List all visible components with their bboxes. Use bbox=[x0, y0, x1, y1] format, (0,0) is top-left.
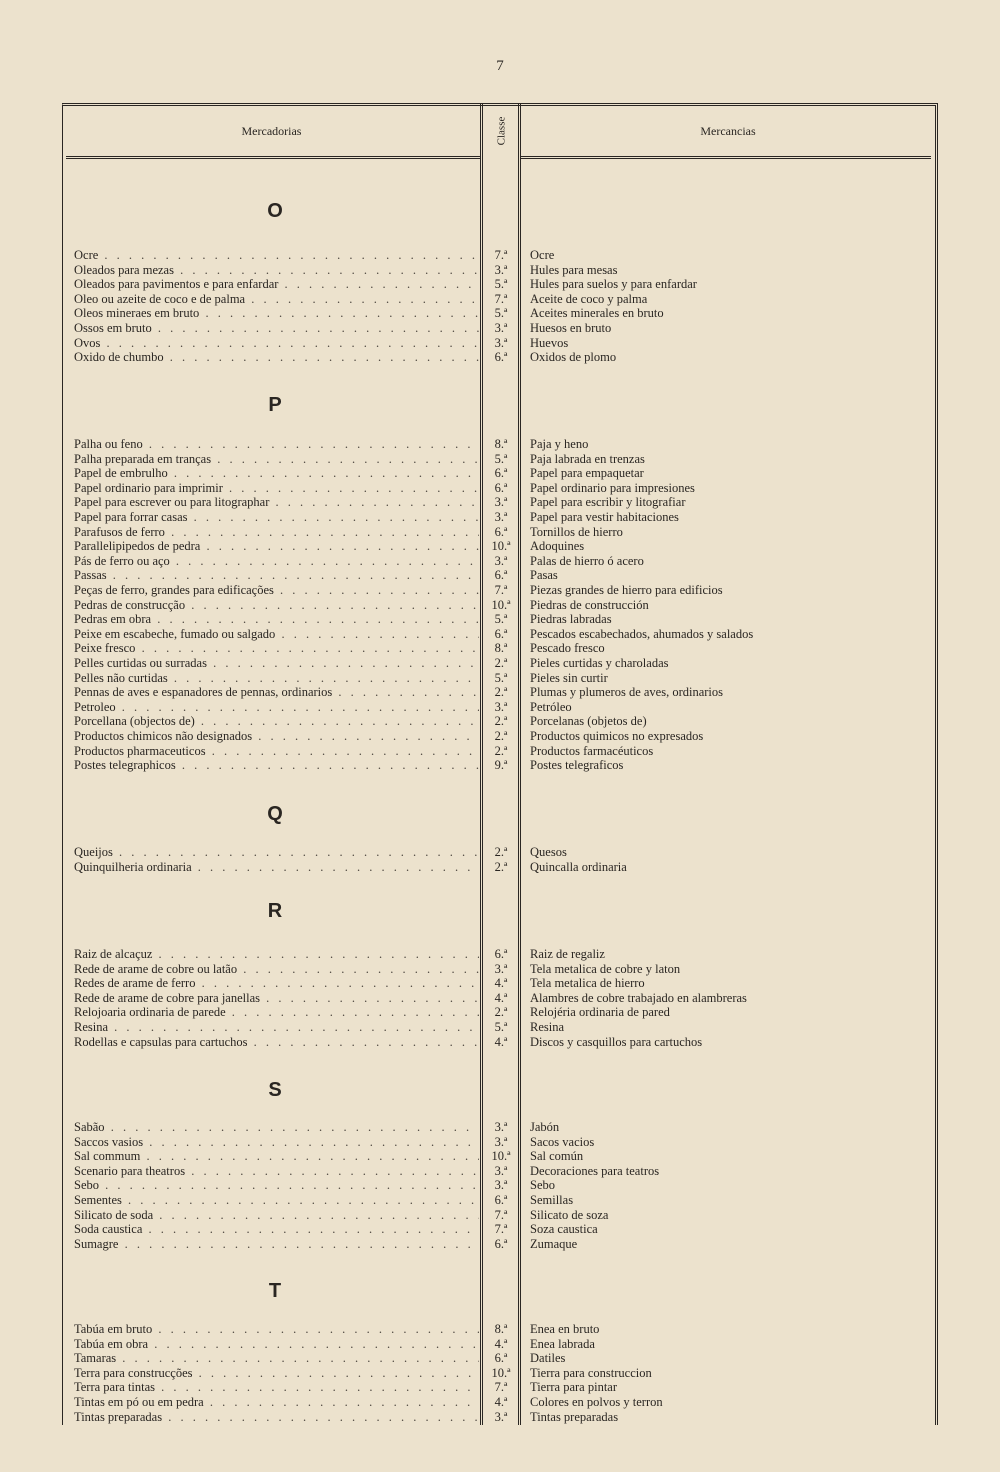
mercancia-cell: Soza caustica bbox=[530, 1222, 598, 1237]
classe-cell: 4.ª bbox=[494, 990, 508, 1005]
mercancia-cell: Pieles sin curtir bbox=[530, 670, 608, 685]
mercancia-cell: Productos farmacéuticos bbox=[530, 743, 654, 758]
mercadoria-cell: Scenario para theatros . . . bbox=[74, 1164, 479, 1179]
classe-cell: 3.ª bbox=[494, 510, 508, 524]
mercancia-cell: Pescados escabechados, ahumados y salados bbox=[530, 626, 754, 641]
mercancia-cell: Pieles curtidas y charoladas bbox=[530, 656, 669, 670]
mercadoria-cell: Ovos . . . bbox=[74, 336, 479, 351]
mercadoria-cell: Tabúa em bruto . . . bbox=[74, 1322, 479, 1337]
table-row bbox=[70, 700, 938, 715]
classe-cell: 10.ª bbox=[491, 1149, 511, 1164]
classe-cell: 3.ª bbox=[494, 1163, 508, 1178]
mercancia-cell: Pescado fresco bbox=[530, 641, 605, 656]
mercancia-cell: Quincalla ordinaria bbox=[530, 859, 627, 874]
table-row bbox=[70, 481, 938, 496]
classe-cell: 2.ª bbox=[494, 859, 508, 874]
classe-cell: 5.ª bbox=[494, 1020, 508, 1034]
table-row bbox=[70, 1020, 938, 1035]
section-letter: Q bbox=[267, 803, 283, 825]
mercancia-cell: Paja labrada en trenzas bbox=[530, 451, 645, 466]
mercancia-cell: Oxidos de plomo bbox=[530, 350, 617, 365]
table-row bbox=[70, 671, 938, 686]
mercadoria-cell: Papel ordinario para imprimir . . . bbox=[74, 481, 479, 496]
table-row bbox=[70, 248, 938, 263]
table-row bbox=[70, 860, 938, 875]
mercadoria-cell: Tamaras . . . bbox=[74, 1351, 479, 1366]
mercadoria-cell: Peças de ferro, grandes para edificações . . . bbox=[74, 583, 479, 598]
mercancia-cell: Hules para suelos y para enfardar bbox=[530, 277, 697, 292]
classe-cell: 7.ª bbox=[494, 1380, 508, 1395]
header-mercancias: Mercancias bbox=[700, 123, 756, 138]
mercancia-cell: Sal común bbox=[530, 1149, 584, 1164]
mercadoria-cell: Tabúa em obra . . . bbox=[74, 1337, 479, 1352]
classe-cell: 3.ª bbox=[494, 321, 508, 335]
classe-cell: 6.ª bbox=[494, 568, 508, 583]
classe-cell: 2.ª bbox=[494, 1005, 508, 1020]
mercadoria-cell: Ossos em bruto . . . bbox=[74, 321, 479, 336]
classe-cell: 2.ª bbox=[494, 743, 508, 758]
mercadoria-cell: Palha ou feno . . . bbox=[74, 437, 479, 452]
classe-cell: 4.ª bbox=[494, 1336, 508, 1351]
mercancia-cell: Silicato de soza bbox=[530, 1207, 609, 1222]
section-letter: R bbox=[267, 900, 283, 922]
classe-cell: 6.ª bbox=[494, 524, 508, 539]
table-row bbox=[70, 350, 938, 365]
mercadoria-cell: Sumagre . . . bbox=[74, 1237, 479, 1252]
table-row bbox=[70, 583, 938, 598]
mercadoria-cell: Rede de arame de cobre ou latão . . . bbox=[74, 962, 479, 977]
mercancia-cell: Tela metalica de cobre y laton bbox=[530, 961, 681, 976]
table-row bbox=[70, 495, 938, 510]
mercadoria-cell: Ocre . . . bbox=[74, 248, 479, 263]
mercancia-cell: Decoraciones para teatros bbox=[530, 1163, 660, 1178]
mercancia-cell: Zumaque bbox=[530, 1236, 578, 1251]
classe-cell: 2.ª bbox=[494, 845, 508, 859]
mercancia-cell: Petróleo bbox=[530, 699, 572, 714]
table-row bbox=[70, 1208, 938, 1223]
classe-cell: 10.ª bbox=[491, 539, 511, 554]
classe-cell: 5.ª bbox=[494, 277, 508, 292]
mercancia-cell: Aceites minerales en bruto bbox=[530, 306, 664, 321]
table-row bbox=[70, 525, 938, 540]
classe-cell: 3.ª bbox=[494, 553, 508, 568]
section-letter: S bbox=[268, 1079, 282, 1101]
classe-cell: 3.ª bbox=[494, 1178, 508, 1193]
classe-cell: 3.ª bbox=[494, 1134, 508, 1149]
mercadoria-cell: Saccos vasios . . . bbox=[74, 1135, 479, 1150]
classe-cell: 7.ª bbox=[494, 583, 508, 597]
classe-cell: 5.ª bbox=[494, 306, 508, 321]
mercadoria-cell: Peixe em escabeche, fumado ou salgado . . . bbox=[74, 627, 479, 642]
section-letter: P bbox=[268, 394, 282, 416]
classe-cell: 2.ª bbox=[494, 656, 508, 670]
table-row bbox=[70, 1366, 938, 1381]
table-row bbox=[70, 437, 938, 452]
table-row bbox=[70, 1178, 938, 1193]
mercadoria-cell: Queijos . . . bbox=[74, 845, 479, 860]
table-row bbox=[70, 1164, 938, 1179]
mercadoria-cell: Pelles curtidas ou surradas . . . bbox=[74, 656, 479, 671]
mercancia-cell: Palas de hierro ó acero bbox=[530, 553, 644, 568]
mercadoria-cell: Papel para escrever ou para litographar . . . bbox=[74, 495, 479, 510]
table-row bbox=[70, 1135, 938, 1150]
mercancia-cell: Papel para escribir y litografiar bbox=[530, 495, 686, 510]
mercancia-cell: Tierra para pintar bbox=[530, 1380, 618, 1395]
mercancia-cell: Quesos bbox=[530, 845, 567, 859]
classe-cell: 10.ª bbox=[491, 597, 511, 612]
classe-cell: 3.ª bbox=[494, 1120, 508, 1134]
mercancia-cell: Sacos vacios bbox=[530, 1134, 595, 1149]
classe-cell: 3.ª bbox=[494, 335, 508, 350]
mercancia-cell: Sebo bbox=[530, 1178, 555, 1193]
classe-cell: 6.ª bbox=[494, 1236, 508, 1251]
classe-cell: 3.ª bbox=[494, 699, 508, 714]
mercadoria-cell: Pedras em obra . . . bbox=[74, 612, 479, 627]
table-row bbox=[70, 729, 938, 744]
mercadoria-cell: Petroleo . . . bbox=[74, 700, 479, 715]
table-row bbox=[70, 845, 938, 860]
mercadoria-cell: Peixe fresco . . . bbox=[74, 641, 479, 656]
mercadoria-cell: Redes de arame de ferro . . . bbox=[74, 976, 479, 991]
mercancia-cell: Productos quimicos no expresados bbox=[530, 729, 704, 743]
table-row bbox=[70, 627, 938, 642]
table-row bbox=[70, 466, 938, 481]
classe-cell: 7.ª bbox=[494, 291, 508, 306]
mercancia-cell: Ocre bbox=[530, 248, 555, 262]
mercancia-cell: Aceite de coco y palma bbox=[530, 291, 648, 306]
classe-cell: 7.ª bbox=[494, 1207, 508, 1222]
table-row bbox=[70, 1120, 938, 1135]
table-row bbox=[70, 1410, 938, 1425]
mercadoria-cell: Terra para construcções . . . bbox=[74, 1366, 479, 1381]
table-row bbox=[70, 510, 938, 525]
mercancia-cell: Alambres de cobre trabajado en alambreras bbox=[530, 990, 747, 1005]
mercancia-cell: Discos y casquillos para cartuchos bbox=[530, 1034, 703, 1049]
classe-cell: 10.ª bbox=[491, 1365, 511, 1380]
mercancia-cell: Postes telegraficos bbox=[530, 758, 624, 773]
header-rule-right bbox=[521, 156, 931, 159]
mercadoria-cell: Soda caustica . . . bbox=[74, 1222, 479, 1237]
mercadoria-cell: Pedras de construcção . . . bbox=[74, 598, 479, 613]
mercancia-cell: Porcelanas (objetos de) bbox=[530, 714, 647, 729]
mercadoria-cell: Rodellas e capsulas para cartuchos . . . bbox=[74, 1035, 479, 1050]
classe-cell: 6.ª bbox=[494, 1193, 508, 1207]
mercancia-cell: Paja y heno bbox=[530, 437, 589, 451]
classe-cell: 5.ª bbox=[494, 670, 508, 685]
mercancia-cell: Datiles bbox=[530, 1351, 566, 1366]
table-row bbox=[70, 292, 938, 307]
mercancia-cell: Jabón bbox=[530, 1120, 560, 1134]
mercancia-cell: Tornillos de hierro bbox=[530, 524, 623, 539]
mercadoria-cell: Parafusos de ferro . . . bbox=[74, 525, 479, 540]
classe-cell: 9.ª bbox=[494, 758, 508, 773]
mercadoria-cell: Palha preparada em tranças . . . bbox=[74, 452, 479, 467]
mercancia-cell: Colores en polvos y terron bbox=[530, 1395, 663, 1409]
mercadoria-cell: Oleos mineraes em bruto . . . bbox=[74, 306, 479, 321]
mercadoria-cell: Terra para tintas . . . bbox=[74, 1380, 479, 1395]
table-row bbox=[70, 321, 938, 336]
classe-cell: 8.ª bbox=[494, 437, 508, 451]
table-row bbox=[70, 539, 938, 554]
mercadoria-cell: Pelles não curtidas . . . bbox=[74, 671, 479, 686]
table-row bbox=[70, 1351, 938, 1366]
classe-cell: 6.ª bbox=[494, 466, 508, 481]
mercadoria-cell: Papel de embrulho . . . bbox=[74, 466, 479, 481]
classe-cell: 3.ª bbox=[494, 495, 508, 510]
mercadoria-cell: Oleados para pavimentos e para enfardar . . . bbox=[74, 277, 479, 292]
mercadoria-cell: Raiz de alcaçuz . . . bbox=[74, 947, 479, 962]
mercadoria-cell: Sabão . . . bbox=[74, 1120, 479, 1135]
classe-cell: 6.ª bbox=[494, 626, 508, 641]
classe-cell: 6.ª bbox=[494, 1351, 508, 1366]
classe-cell: 4.ª bbox=[494, 976, 508, 991]
classe-cell: 4.ª bbox=[494, 1034, 508, 1049]
mercancia-cell: Relojéria ordinaria de pared bbox=[530, 1005, 670, 1020]
table-row bbox=[70, 962, 938, 977]
mercancia-cell: Pasas bbox=[530, 568, 558, 583]
mercancia-cell: Piedras labradas bbox=[530, 612, 612, 627]
table-row bbox=[70, 336, 938, 351]
mercancia-cell: Resina bbox=[530, 1020, 565, 1034]
mercadoria-cell: Postes telegraphicos . . . bbox=[74, 758, 479, 773]
mercadoria-cell: Sal commum . . . bbox=[74, 1149, 479, 1164]
mercadoria-cell: Porcellana (objectos de) . . . bbox=[74, 714, 479, 729]
table-row bbox=[70, 452, 938, 467]
mercancia-cell: Tintas preparadas bbox=[530, 1409, 619, 1424]
section-letter: T bbox=[268, 1280, 282, 1302]
mercadoria-cell: Productos chimicos não designados . . . bbox=[74, 729, 479, 744]
table-row bbox=[70, 306, 938, 321]
table-row bbox=[70, 714, 938, 729]
classe-cell: 3.ª bbox=[494, 1409, 508, 1424]
classe-cell: 8.ª bbox=[494, 1322, 508, 1336]
mercadoria-cell: Pás de ferro ou aço . . . bbox=[74, 554, 479, 569]
table-row bbox=[70, 277, 938, 292]
table-row bbox=[70, 1380, 938, 1395]
table-row bbox=[70, 685, 938, 700]
table-row bbox=[70, 1035, 938, 1050]
mercadoria-cell: Oleo ou azeite de coco e de palma . . . bbox=[74, 292, 479, 307]
mercancia-cell: Tela metalica de hierro bbox=[530, 976, 645, 991]
mercancia-cell: Adoquines bbox=[530, 539, 585, 554]
mercadoria-cell: Parallelipipedos de pedra . . . bbox=[74, 539, 479, 554]
mercadoria-cell: Tintas em pó ou em pedra . . . bbox=[74, 1395, 479, 1410]
header-classe: Classe bbox=[494, 116, 507, 146]
classe-cell: 2.ª bbox=[494, 714, 508, 729]
classe-cell: 2.ª bbox=[494, 685, 508, 700]
mercancia-cell: Papel ordinario para impresiones bbox=[530, 480, 695, 495]
mercadoria-cell: Oxido de chumbo . . . bbox=[74, 350, 479, 365]
table-row bbox=[70, 263, 938, 278]
classe-cell: 2.ª bbox=[494, 729, 508, 743]
mercancia-cell: Enea en bruto bbox=[530, 1322, 600, 1336]
table-row bbox=[70, 641, 938, 656]
mercancia-cell: Papel para vestir habitaciones bbox=[530, 510, 679, 524]
mercancia-cell: Semillas bbox=[530, 1193, 574, 1207]
table-row bbox=[70, 612, 938, 627]
table-row bbox=[70, 1395, 938, 1410]
mercadoria-cell: Sebo . . . bbox=[74, 1178, 479, 1193]
mercancia-cell: Enea labrada bbox=[530, 1336, 595, 1351]
mercancia-cell: Huevos bbox=[530, 335, 569, 350]
classe-cell: 7.ª bbox=[494, 1222, 508, 1237]
mercadoria-cell: Sementes . . . bbox=[74, 1193, 479, 1208]
table-row bbox=[70, 1193, 938, 1208]
classe-cell: 3.ª bbox=[494, 262, 508, 277]
classe-cell: 4.ª bbox=[494, 1395, 508, 1409]
mercancia-cell: Plumas y plumeros de aves, ordinarios bbox=[530, 685, 724, 700]
classe-cell: 7.ª bbox=[494, 248, 508, 262]
classe-cell: 6.ª bbox=[494, 480, 508, 495]
table-row bbox=[70, 976, 938, 991]
table-row bbox=[70, 554, 938, 569]
table-row bbox=[70, 598, 938, 613]
mercancia-cell: Huesos en bruto bbox=[530, 321, 612, 335]
classe-cell: 3.ª bbox=[494, 961, 508, 976]
table-row bbox=[70, 1149, 938, 1164]
classe-cell: 5.ª bbox=[494, 612, 508, 627]
mercadoria-cell: Productos pharmaceuticos . . . bbox=[74, 744, 479, 759]
mercadoria-cell: Quinquilheria ordinaria . . . bbox=[74, 860, 479, 875]
mercadoria-cell: Passas . . . bbox=[74, 568, 479, 583]
mercadoria-cell: Rede de arame de cobre para janellas . . . bbox=[74, 991, 479, 1006]
classe-cell: 6.ª bbox=[494, 350, 508, 365]
classe-cell: 8.ª bbox=[494, 641, 508, 656]
table-row bbox=[70, 991, 938, 1006]
mercadoria-cell: Papel para forrar casas . . . bbox=[74, 510, 479, 525]
table-row bbox=[70, 1222, 938, 1237]
page-number: 7 bbox=[496, 58, 504, 74]
table-row bbox=[70, 568, 938, 583]
table-row bbox=[70, 656, 938, 671]
mercancia-cell: Hules para mesas bbox=[530, 262, 618, 277]
mercadoria-cell: Relojoaria ordinaria de parede . . . bbox=[74, 1005, 479, 1020]
classe-cell: 5.ª bbox=[494, 451, 508, 466]
table-row bbox=[70, 758, 938, 773]
mercancia-cell: Raiz de regaliz bbox=[530, 947, 605, 961]
table-row bbox=[70, 947, 938, 962]
mercancia-cell: Tierra para construccion bbox=[530, 1365, 652, 1380]
table-row bbox=[70, 1337, 938, 1352]
mercancia-cell: Piedras de construcción bbox=[530, 597, 649, 612]
mercadoria-cell: Pennas de aves e espanadores de pennas, ordinarios . . . bbox=[74, 685, 479, 700]
header-mercadorias: Mercadorias bbox=[241, 123, 302, 138]
mercadoria-cell: Resina . . . bbox=[74, 1020, 479, 1035]
classe-cell: 6.ª bbox=[494, 947, 508, 961]
table-row bbox=[70, 1237, 938, 1252]
mercancia-cell: Papel para empaquetar bbox=[530, 466, 644, 481]
section-letter: O bbox=[267, 200, 283, 222]
header-rule-left bbox=[66, 156, 480, 159]
mercancia-cell: Piezas grandes de hierro para edificios bbox=[530, 583, 723, 597]
mercadoria-cell: Oleados para mezas . . . bbox=[74, 263, 479, 278]
table-row bbox=[70, 744, 938, 759]
table-row bbox=[70, 1322, 938, 1337]
mercadoria-cell: Silicato de soda . . . bbox=[74, 1208, 479, 1223]
table-row bbox=[70, 1005, 938, 1020]
mercadoria-cell: Tintas preparadas . . . bbox=[74, 1410, 479, 1425]
